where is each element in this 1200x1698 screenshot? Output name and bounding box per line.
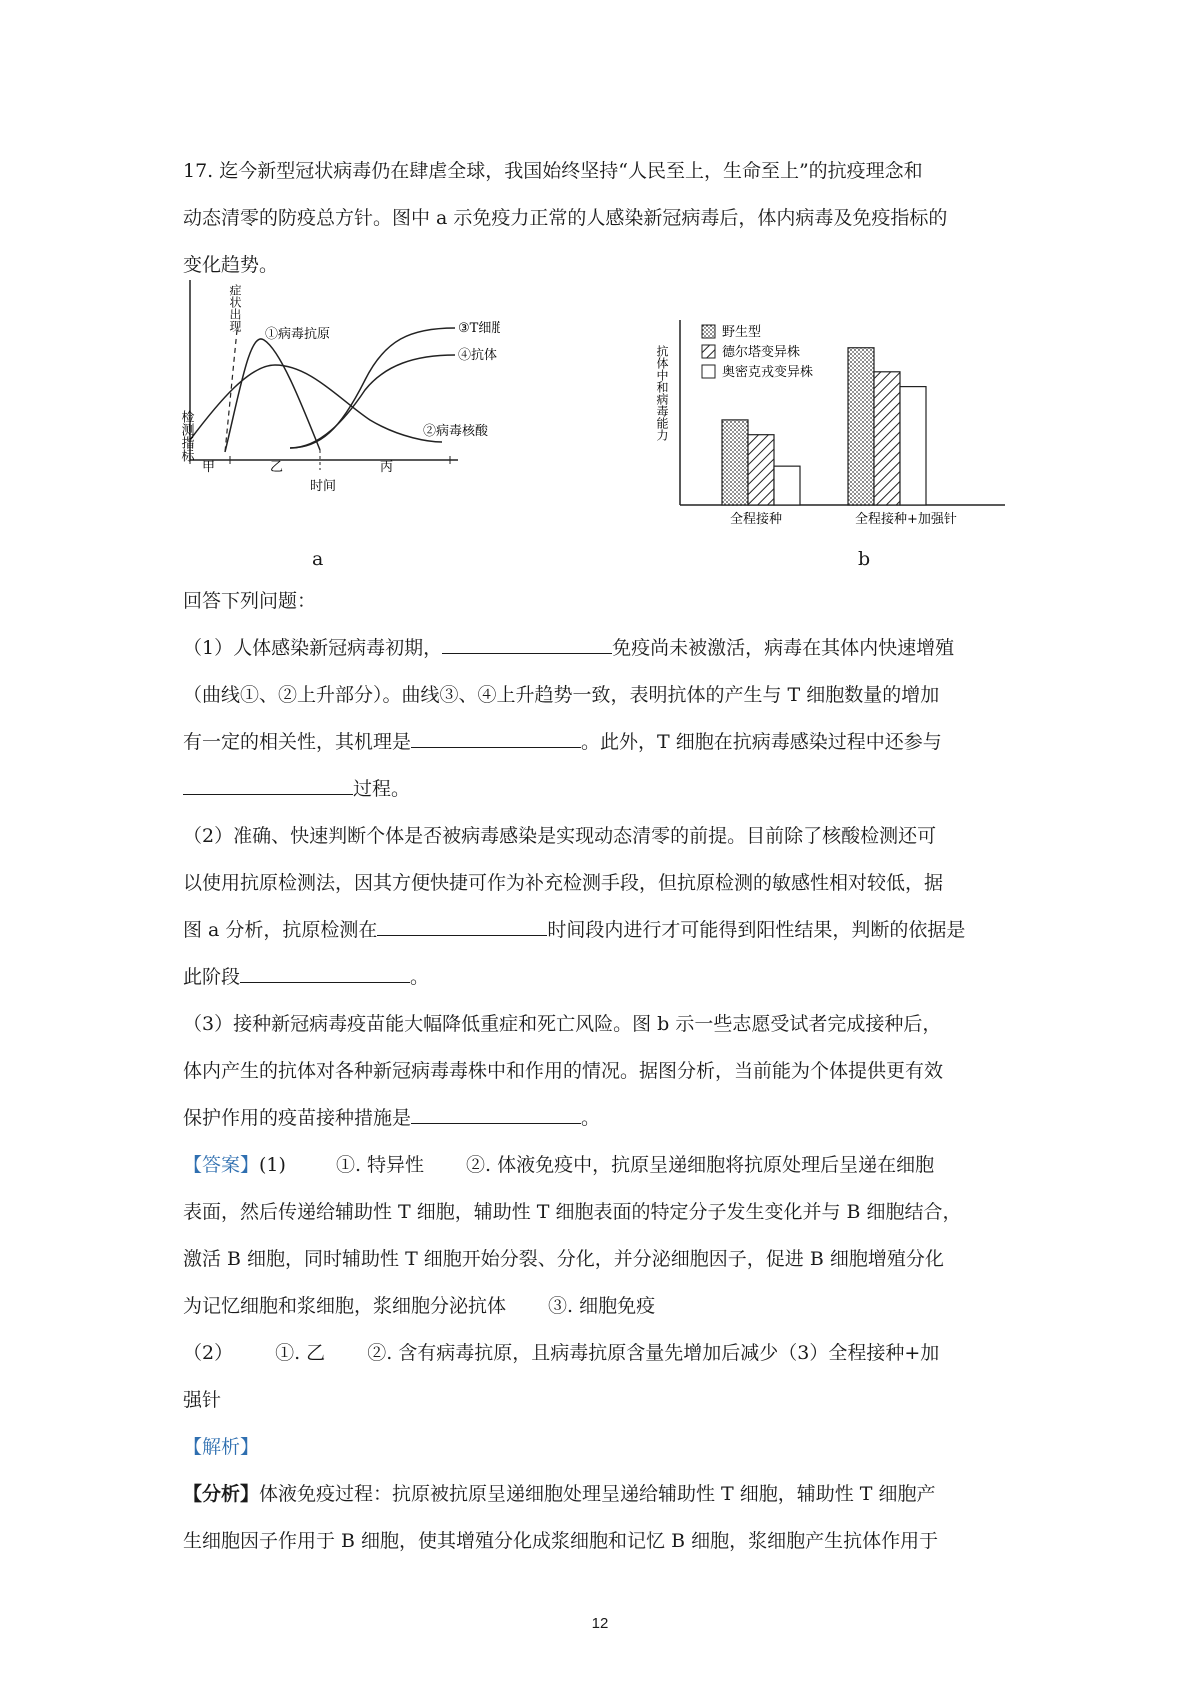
figure-a	[180, 270, 500, 530]
answer-line-4	[183, 1283, 1023, 1330]
analysis-line-1	[183, 1471, 1023, 1518]
q1-line-4	[183, 766, 1023, 813]
answer-line-3: 激活 B 细胞，同时辅助性 T 细胞开始分裂、分化，并分泌细胞因子，促进 B 细胞增殖分化	[183, 1248, 944, 1270]
q1-blank-3	[183, 772, 353, 795]
q3-text-3a: 保护作用的疫苗接种措施是	[183, 1107, 412, 1129]
q1-text-3a: 有一定的相关性，其机理是	[183, 731, 412, 753]
figure-a-curve4-label: ④抗体	[458, 348, 498, 363]
q3-blank-1	[411, 1101, 581, 1124]
intro-line-3: 变化趋势。	[183, 254, 279, 276]
legend-swatch-1	[702, 325, 715, 338]
analysis-text-1: 体液免疫过程：抗原被抗原呈递细胞处理呈递给辅助性 T 细胞，辅助性 T 细胞产	[259, 1483, 936, 1505]
figure-a-curve3-label: ③T细胞	[458, 321, 500, 336]
q3-text-3b: 。	[581, 1107, 601, 1129]
q2-text-4b: 。	[410, 966, 430, 988]
bar-2-series-2	[874, 372, 900, 505]
page-number: 12	[591, 1615, 609, 1632]
q1-text-3b: 。此外，T 细胞在抗病毒感染过程中还参与	[581, 731, 942, 753]
figure-b-legend	[702, 324, 813, 380]
figure-a-phase-2: 乙	[270, 460, 284, 475]
figure-b	[650, 305, 1020, 535]
analysis-line-2: 生细胞因子作用于 B 细胞，使其增殖分化成浆细胞和记忆 B 细胞，浆细胞产生抗体作用于	[183, 1530, 939, 1552]
q1-text-1b: 免疫尚未被激活，病毒在其体内快速增殖	[612, 637, 955, 659]
intro-line-1: 17. 迄今新型冠状病毒仍在肆虐全球，我国始终坚持“人民至上，生命至上”的抗疫理念和	[183, 160, 923, 182]
q1-line-2: （曲线①、②上升部分）。曲线③、④上升趋势一致，表明抗体的产生与 T 细胞数量的增加	[183, 684, 940, 706]
q3-line-2: 体内产生的抗体对各种新冠病毒毒株中和作用的情况。据图分析，当前能为个体提供更有效	[183, 1060, 944, 1082]
intro-line-2: 动态清零的防疫总方针。图中 a 示免疫力正常的人感染新冠病毒后，体内病毒及免疫指标的	[183, 207, 948, 229]
bar-2-series-1	[848, 348, 874, 505]
answer-line-1	[183, 1142, 1023, 1189]
q2-text-4a: 此阶段	[183, 966, 241, 988]
bar-1-series-3	[774, 466, 800, 505]
figure-b-category-1: 全程接种	[730, 512, 783, 527]
q1-text-1a: （1）人体感染新冠病毒初期，	[183, 637, 443, 659]
q2-line-3	[183, 907, 1023, 954]
answer-5c: ②. 含有病毒抗原，且病毒抗原含量先增加后减少（3）全程接种+加	[367, 1342, 940, 1364]
bar-1-series-2	[748, 435, 774, 505]
figure-a-curve2-label: ②病毒核酸	[423, 424, 489, 439]
figure-b-category-2: 全程接种+加强针	[855, 512, 957, 527]
answer-prompt: 回答下列问题：	[183, 590, 317, 612]
figure-b-chart	[650, 305, 1020, 535]
q1-line-3	[183, 719, 1023, 766]
questions-block	[183, 578, 1023, 1565]
answer-4a: 为记忆细胞和浆细胞，浆细胞分泌抗体	[183, 1295, 507, 1317]
q1-blank-2	[411, 725, 581, 748]
answer-1b: ①. 特异性	[335, 1154, 425, 1176]
answer-5a: （2）	[183, 1342, 234, 1364]
question-intro	[183, 148, 1023, 289]
q1-line-1	[183, 625, 1023, 672]
q3-line-3	[183, 1095, 1023, 1142]
figure-a-symptom-label: 症状出现	[228, 284, 242, 332]
q2-blank-1	[377, 913, 547, 936]
q2-text-3b: 时间段内进行才可能得到阳性结果，判断的依据是	[547, 919, 966, 941]
legend-label-1: 野生型	[722, 325, 762, 340]
q2-text-3a: 图 a 分析，抗原检测在	[183, 919, 378, 941]
answer-1a: (1)	[259, 1154, 286, 1176]
answer-tag: 【答案】	[183, 1154, 260, 1176]
figure-a-caption: a	[312, 548, 324, 570]
figure-a-curve1-label: ①病毒抗原	[265, 327, 331, 342]
figure-a-chart	[180, 270, 500, 530]
answer-1c: ②. 体液免疫中，抗原呈递细胞将抗原处理后呈递在细胞	[466, 1154, 935, 1176]
figure-b-ylabel: 抗体中和病毒能力	[655, 345, 669, 441]
q2-blank-2	[240, 960, 410, 983]
figure-b-caption: b	[858, 548, 871, 570]
bar-2-series-3	[900, 387, 926, 505]
figure-a-xlabel: 时间	[310, 479, 337, 494]
analysis-label: 【分析】	[183, 1483, 260, 1505]
answer-line-2: 表面，然后传递给辅助性 T 细胞，辅助性 T 细胞表面的特定分子发生变化并与 B 细胞结合，	[183, 1201, 962, 1223]
q3-line-1: （3）接种新冠病毒疫苗能大幅降低重症和死亡风险。图 b 示一些志愿受试者完成接种后，	[183, 1013, 942, 1035]
legend-label-3: 奥密克戎变异株	[722, 365, 814, 380]
analysis-tag: 【解析】	[183, 1436, 260, 1458]
answer-line-5	[183, 1330, 1023, 1377]
figure-a-phase-3: 丙	[380, 460, 394, 475]
legend-swatch-2	[702, 345, 715, 358]
q2-line-2: 以使用抗原检测法，因其方便快捷可作为补充检测手段，但抗原检测的敏感性相对较低，据	[183, 872, 944, 894]
q1-text-4b: 过程。	[353, 778, 411, 800]
bar-1-series-1	[722, 420, 748, 505]
figure-a-ylabel: 检测指标	[180, 410, 194, 462]
legend-swatch-3	[702, 365, 715, 378]
q2-line-4	[183, 954, 1023, 1001]
answer-line-6: 强针	[183, 1389, 222, 1411]
q2-line-1: （2）准确、快速判断个体是否被病毒感染是实现动态清零的前提。目前除了核酸检测还可	[183, 825, 937, 847]
legend-label-2: 德尔塔变异株	[722, 345, 801, 360]
answer-4b: ③. 细胞免疫	[548, 1295, 656, 1317]
answer-5b: ①. 乙	[275, 1342, 326, 1364]
figure-a-phase-1: 甲	[202, 460, 216, 475]
q1-blank-1	[442, 631, 612, 654]
